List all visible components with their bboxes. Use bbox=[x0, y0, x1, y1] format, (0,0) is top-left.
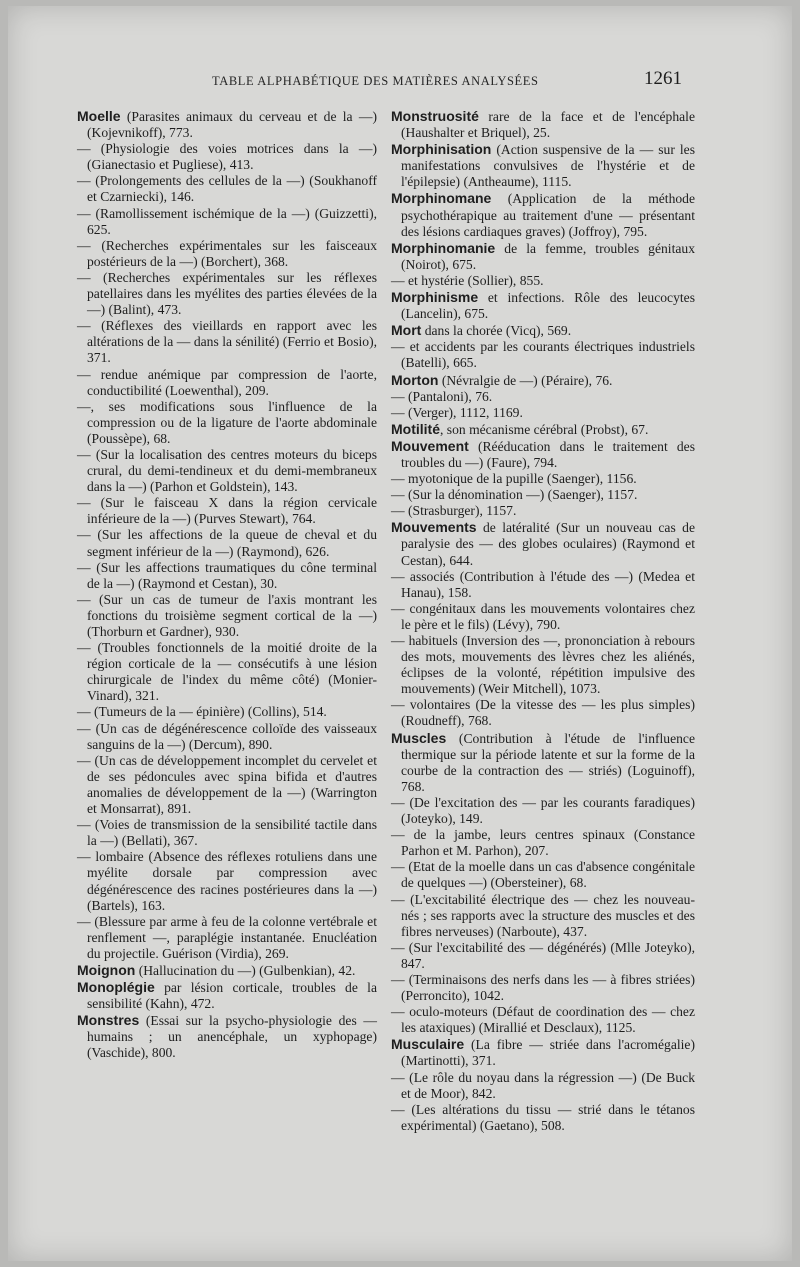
index-entry bbox=[391, 730, 695, 795]
index-subentry bbox=[391, 471, 695, 487]
entry-text: (Essai sur la psycho-physiologie des — humains ; un anencéphale, un xyphopage) (Vaschide), 800. bbox=[87, 1013, 377, 1061]
entry-text: — (Sur les affections traumatiques du cône terminal de la —) (Raymond et Cestan), 30. bbox=[77, 559, 377, 591]
index-subentry bbox=[391, 697, 695, 729]
entry-text: (Action suspensive de la — sur les manifestations convulsives de l'hystérie et de l'épilepsie) (Antheaume), 1115. bbox=[401, 142, 695, 190]
entry-text: (Parasites animaux du cerveau et de la —) (Kojevnikoff), 773. bbox=[87, 109, 377, 141]
index-subentry bbox=[77, 447, 377, 495]
entry-headword: Morphinomane bbox=[391, 190, 492, 207]
entry-headword: Muscles bbox=[391, 729, 447, 746]
index-subentry bbox=[391, 273, 695, 289]
entry-headword: Motilité bbox=[391, 420, 440, 437]
page-header bbox=[0, 70, 800, 100]
index-subentry bbox=[391, 601, 695, 633]
index-subentry bbox=[391, 633, 695, 697]
entry-text: —, ses modifications sous l'influence de la compression ou de la ligature de l'aorte abdominale (Poussèpe), 68. bbox=[77, 398, 377, 446]
entry-text: — (Sur la dénomination —) (Saenger), 1157. bbox=[391, 487, 638, 503]
index-entry bbox=[391, 438, 695, 471]
index-subentry bbox=[77, 817, 377, 849]
entry-headword: Mouvement bbox=[391, 437, 469, 454]
index-subentry bbox=[77, 399, 377, 447]
entry-text: — (Sur les affections de la queue de cheval et du segment inférieur de la —) (Raymond), 626. bbox=[77, 527, 377, 559]
entry-text: de la femme, troubles génitaux (Noirot), 675. bbox=[401, 240, 695, 272]
index-subentry bbox=[77, 849, 377, 913]
index-subentry bbox=[77, 141, 377, 173]
entry-text: (Rééducation dans le traitement des troubles du —) (Faure), 794. bbox=[401, 438, 695, 470]
index-subentry bbox=[391, 827, 695, 859]
index-subentry bbox=[391, 1004, 695, 1036]
index-subentry bbox=[77, 270, 377, 318]
entry-text: — (Terminaisons des nerfs dans les — à fibres striées) (Perroncito), 1042. bbox=[391, 971, 695, 1004]
entry-text: — myotonique de la pupille (Saenger), 1156. bbox=[391, 471, 637, 487]
entry-text: — oculo-moteurs (Défaut de coordination des — chez les ataxiques) (Mirallié et Desclaux), 1125. bbox=[391, 1004, 695, 1036]
index-entry bbox=[391, 1036, 695, 1069]
entry-text: — et hystérie (Sollier), 855. bbox=[391, 272, 544, 288]
index-entry bbox=[77, 108, 377, 141]
entry-text: — (Sur l'excitabilité des — dégénérés) (Mlle Joteyko), 847. bbox=[391, 939, 695, 971]
entry-text: — (Recherches expérimentales sur les faisceaux postérieurs de la —) (Borchert), 368. bbox=[77, 237, 377, 269]
index-subentry bbox=[391, 1070, 695, 1102]
index-entry bbox=[391, 289, 695, 322]
entry-headword: Morphinisme bbox=[391, 289, 479, 306]
index-subentry bbox=[391, 940, 695, 972]
index-subentry bbox=[77, 527, 377, 559]
index-entry bbox=[391, 190, 695, 239]
entry-text: — (Etat de la moelle dans un cas d'absence congénitale de quelques —) (Obersteiner), 68. bbox=[391, 859, 695, 891]
entry-text: — (Strasburger), 1157. bbox=[391, 503, 517, 519]
entry-text: (Contribution à l'étude de l'influence thermique sur la période latente et sur la forme de la courbe de la contraction des — striés) (Loguinoff), 768. bbox=[401, 730, 695, 794]
entry-headword: Monstres bbox=[77, 1012, 140, 1029]
index-subentry bbox=[391, 487, 695, 503]
index-entry bbox=[77, 979, 377, 1012]
index-entry bbox=[391, 108, 695, 141]
index-subentry bbox=[77, 753, 377, 817]
entry-text: — (Les altérations du tissu — strié dans le tétanos expérimental) (Gaetano), 508. bbox=[391, 1101, 695, 1133]
index-subentry bbox=[391, 405, 695, 421]
entry-text: — (Voies de transmission de la sensibilité tactile dans la —) (Bellati), 367. bbox=[77, 817, 377, 849]
index-subentry bbox=[77, 173, 377, 205]
entry-text: — (Sur un cas de tumeur de l'axis montrant les fonctions du troisième segment cortical de la —) (Thorburn et Gardner), 930. bbox=[77, 591, 377, 639]
entry-text: — rendue anémique par compression de l'aorte, conductibilité (Loewenthal), 209. bbox=[77, 366, 377, 398]
entry-text: — congénitaux dans les mouvements volontaires chez le père et le fils) (Lévy), 790. bbox=[391, 600, 695, 632]
entry-headword: Mort bbox=[391, 322, 422, 339]
index-subentry bbox=[391, 389, 695, 405]
index-subentry bbox=[391, 569, 695, 601]
entry-text: — (Un cas de développement incomplet du cervelet et de ses pédoncules avec spina bifida et d'autres anomalies de développement de la —) (Warrington et Monsarrat), 891. bbox=[77, 752, 377, 817]
entry-headword: Morton bbox=[391, 371, 439, 388]
entry-text: — (Ramollissement ischémique de la —) (Guizzetti), 625. bbox=[77, 205, 377, 237]
entry-text: — (Troubles fonctionnels de la moitié droite de la région corticale de la — consécutifs à une lésion chirurgicale de l'index du même côté) (Monier-Vinard), 321. bbox=[77, 640, 377, 704]
index-subentry bbox=[391, 339, 695, 371]
index-entry bbox=[77, 1012, 377, 1061]
entry-text: — (Physiologie des voies motrices dans la —) (Gianectasio et Pugliese), 413. bbox=[77, 141, 377, 173]
index-subentry bbox=[391, 972, 695, 1004]
index-subentry bbox=[391, 503, 695, 519]
entry-text: par lésion corticale, troubles de la sensibilité (Kahn), 472. bbox=[87, 980, 377, 1012]
entry-text: — associés (Contribution à l'étude des —) (Medea et Hanau), 158. bbox=[391, 568, 695, 600]
index-subentry bbox=[391, 1102, 695, 1134]
entry-text: , son mécanisme cérébral (Probst), 67. bbox=[440, 421, 649, 437]
entry-headword: Moelle bbox=[77, 108, 121, 124]
index-entry bbox=[391, 372, 695, 389]
running-title: TABLE ALPHABÉTIQUE DES MATIÈRES ANALYSÉES bbox=[212, 74, 539, 88]
entry-headword: Monoplégie bbox=[77, 979, 155, 996]
index-subentry bbox=[77, 592, 377, 640]
entry-headword: Morphinomanie bbox=[391, 239, 496, 256]
entry-text: — lombaire (Absence des réflexes rotuliens dans une myélite dorsale par compression avec dégénérescence des racines postérieures dans la —) (Bartels), 163. bbox=[77, 849, 377, 913]
entry-headword: Monstruosité bbox=[391, 108, 479, 124]
entry-text: — (Verger), 1112, 1169. bbox=[391, 404, 523, 420]
index-subentry bbox=[391, 892, 695, 940]
index-subentry bbox=[77, 640, 377, 704]
entry-text: (Hallucination du —) (Gulbenkian), 42. bbox=[135, 962, 356, 978]
index-subentry bbox=[391, 795, 695, 827]
entry-text: — (Le rôle du noyau dans la régression —) (De Buck et de Moor), 842. bbox=[391, 1069, 695, 1101]
entry-text: — volontaires (De la vitesse des — les plus simples) (Roudneff), 768. bbox=[391, 697, 695, 729]
entry-text: — (De l'excitation des — par les courants faradiques) (Joteyko), 149. bbox=[391, 794, 695, 827]
index-column-right bbox=[391, 108, 695, 1134]
entry-text: — (Un cas de dégénérescence colloïde des vaisseaux sanguins de la —) (Dercum), 890. bbox=[77, 720, 377, 752]
index-entry bbox=[391, 519, 695, 568]
index-entry bbox=[391, 141, 695, 190]
entry-text: — (Tumeurs de la — épinière) (Collins), 514. bbox=[77, 704, 327, 720]
entry-text: dans la chorée (Vicq), 569. bbox=[421, 323, 572, 339]
index-entry bbox=[77, 962, 377, 979]
entry-text: rare de la face et de l'encéphale (Haushalter et Briquel), 25. bbox=[401, 109, 695, 141]
index-subentry bbox=[77, 206, 377, 238]
entry-text: — (Sur la localisation des centres moteurs du biceps crural, du demi-tendineux et du demi-membraneux dans la —) (Parhon et Goldstein), 143. bbox=[77, 446, 377, 495]
index-entry bbox=[391, 421, 695, 438]
entry-headword: Morphinisation bbox=[391, 141, 492, 158]
index-subentry bbox=[77, 495, 377, 527]
entry-text: — (Réflexes des vieillards en rapport avec les altérations de la — dans la sénilité) (Ferrio et Bosio), 371. bbox=[77, 318, 377, 366]
index-subentry bbox=[77, 914, 377, 962]
entry-text: — (Recherches expérimentales sur les réflexes patellaires dans les myélites des parties élevées de la —) (Balint), 473. bbox=[77, 269, 377, 318]
entry-text: — (Blessure par arme à feu de la colonne vertébrale et renflement —, paraplégie instantanée. Enucléation du projectile. Guérison (Virdia), 269. bbox=[77, 913, 377, 961]
entry-text: (Application de la méthode psychothérapique au traitement d'une — présentant des lésions cardiaques graves) (Joffroy), 795. bbox=[401, 191, 695, 239]
entry-text: — (Sur le faisceau X dans la région cervicale inférieure de la —) (Purves Stewart), 764. bbox=[77, 495, 377, 527]
entry-headword: Musculaire bbox=[391, 1036, 465, 1053]
entry-headword: Mouvements bbox=[391, 519, 477, 536]
index-subentry bbox=[77, 704, 377, 720]
entry-text: (Névralgie de —) (Péraire), 76. bbox=[438, 372, 613, 388]
page-number: 1261 bbox=[644, 68, 682, 89]
index-subentry bbox=[77, 318, 377, 366]
entry-text: — (Prolongements des cellules de la —) (Soukhanoff et Czarniecki), 146. bbox=[77, 173, 377, 205]
index-subentry bbox=[77, 238, 377, 270]
index-subentry bbox=[77, 721, 377, 753]
index-subentry bbox=[77, 367, 377, 399]
entry-text: — habituels (Inversion des —, prononciation à rebours des mots, mouvements des lèvres chez les aliénés, éclipses de la volonté, répétition impulsive des mouvements) (Weir Mitchell), 1073. bbox=[391, 633, 695, 697]
entry-text: — (Pantaloni), 76. bbox=[391, 388, 493, 404]
entry-text: et infections. Rôle des leucocytes (Lancelin), 675. bbox=[401, 290, 695, 322]
entry-text: (La fibre — striée dans l'acromégalie) (Martinotti), 371. bbox=[401, 1037, 695, 1069]
index-subentry bbox=[77, 560, 377, 592]
entry-text: — de la jambe, leurs centres spinaux (Constance Parhon et M. Parhon), 207. bbox=[391, 827, 695, 859]
entry-text: de latéralité (Sur un nouveau cas de paralysie des — des globes oculaires) (Raymond et Cestan), 644. bbox=[401, 520, 695, 568]
entry-text: — et accidents par les courants électriques industriels (Batelli), 665. bbox=[391, 339, 695, 371]
entry-headword: Moignon bbox=[77, 961, 136, 978]
index-subentry bbox=[391, 859, 695, 891]
index-column-left bbox=[77, 108, 377, 1062]
index-entry bbox=[391, 240, 695, 273]
entry-text: — (L'excitabilité électrique des — chez les nouveau-nés ; ses rapports avec la structure des muscles et des fibres nerveuses) (Narboute), 437. bbox=[391, 891, 695, 939]
index-entry bbox=[391, 322, 695, 339]
